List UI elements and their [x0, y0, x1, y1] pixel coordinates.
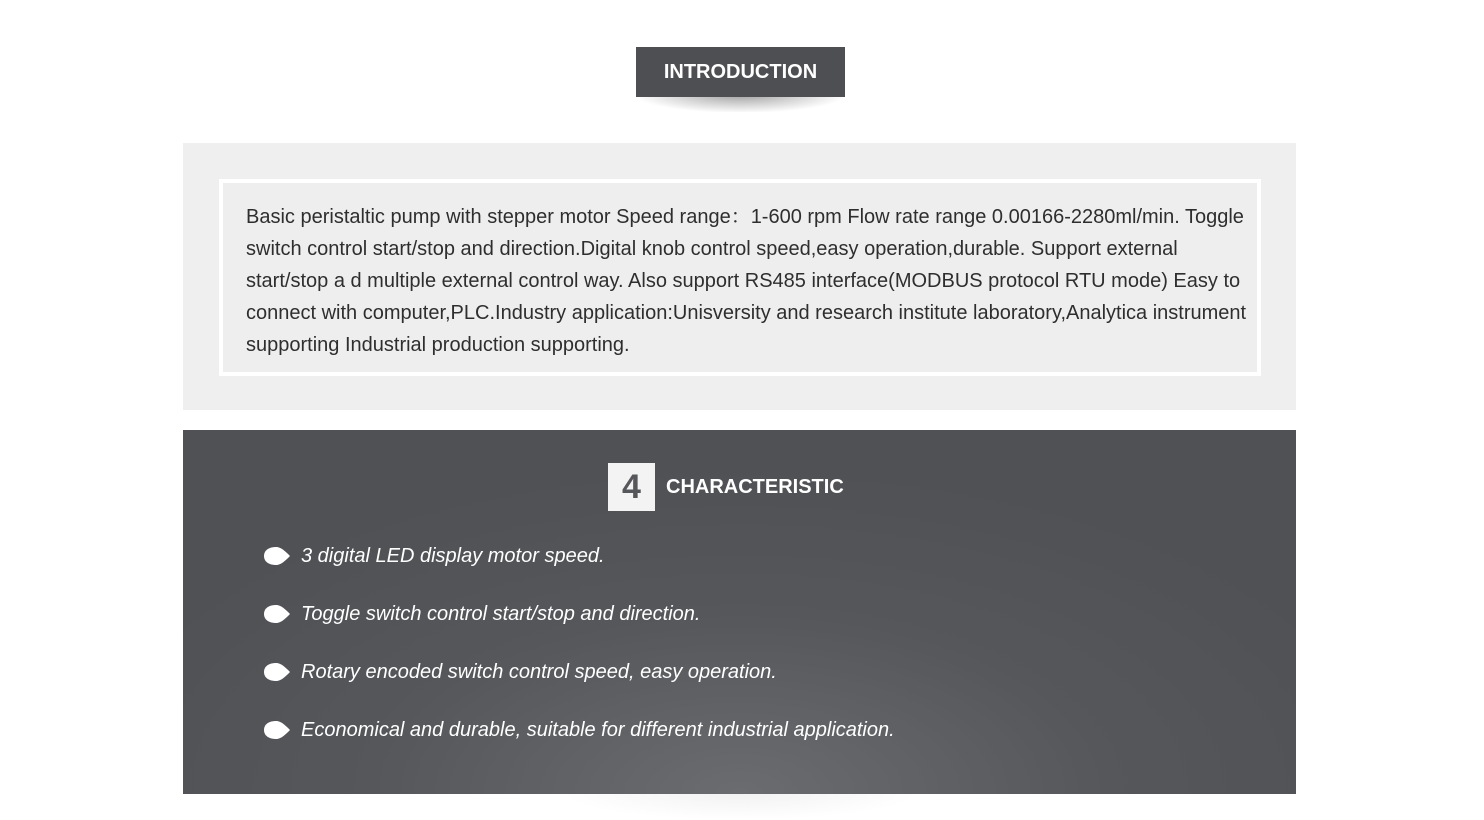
leaf-bullet-icon — [263, 546, 291, 566]
leaf-bullet-icon — [263, 720, 291, 740]
characteristic-item-text: 3 digital LED display motor speed. — [301, 544, 605, 567]
introduction-text-box — [219, 179, 1261, 376]
leaf-bullet-icon — [263, 604, 291, 624]
list-item — [263, 648, 895, 696]
characteristic-item-text: Rotary encoded switch control speed, easy operation. — [301, 660, 777, 683]
introduction-banner — [636, 47, 845, 97]
list-item — [263, 532, 895, 580]
leaf-bullet-icon — [263, 662, 291, 682]
introduction-panel — [183, 143, 1296, 410]
bottom-shadow — [560, 794, 920, 820]
introduction-title: INTRODUCTION — [663, 61, 818, 83]
characteristic-list — [263, 532, 895, 764]
introduction-text: Basic peristaltic pump with stepper motor Speed range：1-600 rpm Flow rate range 0.00166-2280ml/min. Toggle switch control start/stop and direction.Digital knob control speed,easy operation,durable. Support external start/stop a d multiple external control way. Also support RS485 interface(MODBUS protocol RTU mode) Easy to connect with computer,PLC.Industry application:Unisversity and research institute laboratory,Analytica instrument supporting Industrial production supporting. — [246, 206, 1247, 356]
list-item — [263, 590, 895, 638]
characteristic-panel — [183, 430, 1296, 794]
list-item — [263, 706, 895, 754]
characteristic-item-text: Economical and durable, suitable for different industrial application. — [301, 718, 895, 741]
characteristic-title: CHARACTERISTIC — [666, 475, 844, 498]
section-number-badge: 4 — [608, 463, 655, 511]
characteristic-item-text: Toggle switch control start/stop and direction. — [301, 602, 701, 625]
characteristic-heading — [608, 463, 844, 511]
